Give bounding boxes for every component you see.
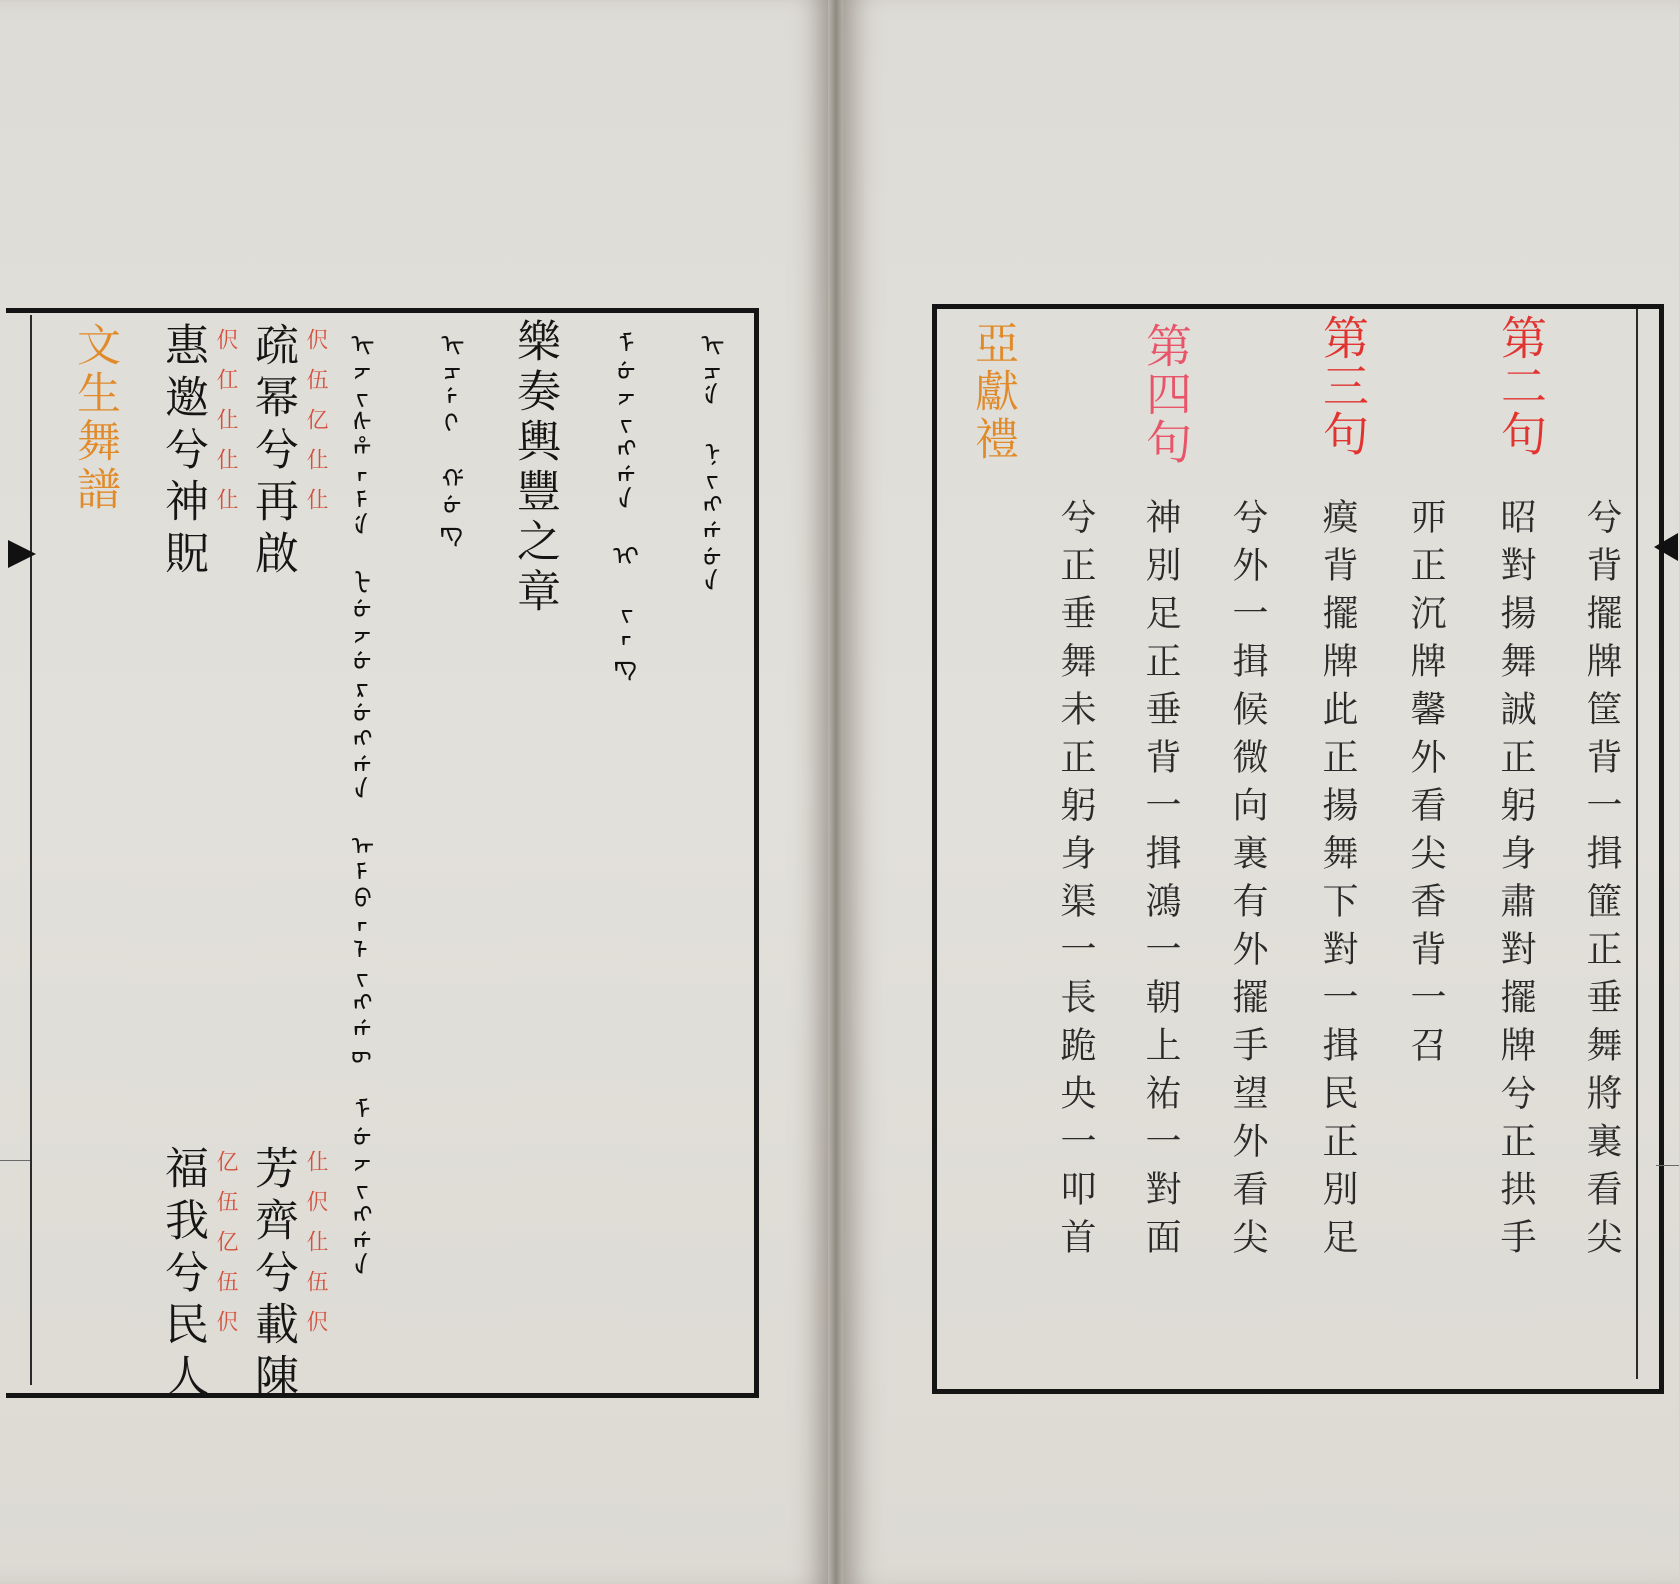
left-fishtail-mark	[8, 540, 36, 568]
left-margin-title: 文生舞譜	[69, 322, 120, 514]
manchu-line-2: ᠮᡠᠵᡳᠩᡤᠠ ᡳ ᠵᠠᠩ	[604, 330, 634, 676]
dance-col-7: 兮正垂舞未正躬身渠一長跪央一叩首	[1055, 498, 1096, 1266]
notation-col-2-bottom: 亿伍亿伍伬	[213, 1150, 238, 1350]
lyric-line-2-top: 惠邀兮神貺	[157, 322, 208, 582]
heading-line-2: 第二句	[1494, 314, 1548, 458]
right-inner-rule	[1636, 309, 1638, 1379]
lyric-line-1-top: 疏幂兮再啟	[247, 322, 298, 582]
left-edge-line	[0, 1160, 30, 1161]
left-inner-rule	[30, 315, 32, 1385]
heading-line-4: 第四句	[1139, 322, 1193, 466]
dance-col-1: 兮背擺牌筐背一揖篚正垂舞將裏看尖	[1581, 498, 1622, 1266]
right-edge-line	[1656, 1165, 1679, 1166]
right-fishtail-mark	[1654, 533, 1678, 561]
book-gutter	[828, 0, 844, 1584]
heading-line-3: 第三句	[1316, 314, 1370, 458]
notation-col-1-bottom: 仩伬仩伍伬	[303, 1150, 328, 1350]
lyric-line-1-bottom: 芳齊兮載陳	[247, 1145, 298, 1405]
dance-col-6: 神別足正垂背一揖鴻一朝上祐一對面	[1140, 498, 1181, 1266]
dance-col-2: 昭對揚舞誠正躬身肅對擺牌兮正拱手	[1495, 498, 1536, 1266]
dance-col-3: 丣正沉牌馨外看尖香背一召	[1405, 498, 1446, 1074]
lyric-line-2-bottom: 福我兮民人	[157, 1145, 208, 1405]
notation-col-1-top: 伬伍亿仩仩	[303, 328, 328, 528]
notation-col-2-top: 伬仜仩仩仩	[213, 328, 238, 528]
right-margin-title: 亞獻禮	[967, 320, 1018, 464]
chinese-section-title: 樂奏輿豐之章	[509, 318, 560, 618]
manchu-line-1: ᡳᠴᡝ ᠨᡳᠩᡤᡠᠨ	[690, 330, 720, 594]
dance-col-5: 兮外一揖候微向裏有外擺手望外看尖	[1227, 498, 1268, 1266]
manchu-line-4: ᡳᠵᡳᠰᡥᠠᠮᡝ ᡶᡠᠵᡠᡵᡠᠩᡤᠠ ᠠᠮᠪᠠᠯᡳᠩᡤᡡ ᠮᡠᠵᡳᠩᡤᠠ	[340, 330, 370, 1278]
right-page-frame	[932, 304, 1664, 1394]
dance-col-4: 瘼背擺牌此正揚舞下對一揖民正別足	[1317, 498, 1358, 1266]
manchu-line-3: ᡳᠴᡝᡳ ᡤᡠᠩ	[430, 330, 460, 542]
